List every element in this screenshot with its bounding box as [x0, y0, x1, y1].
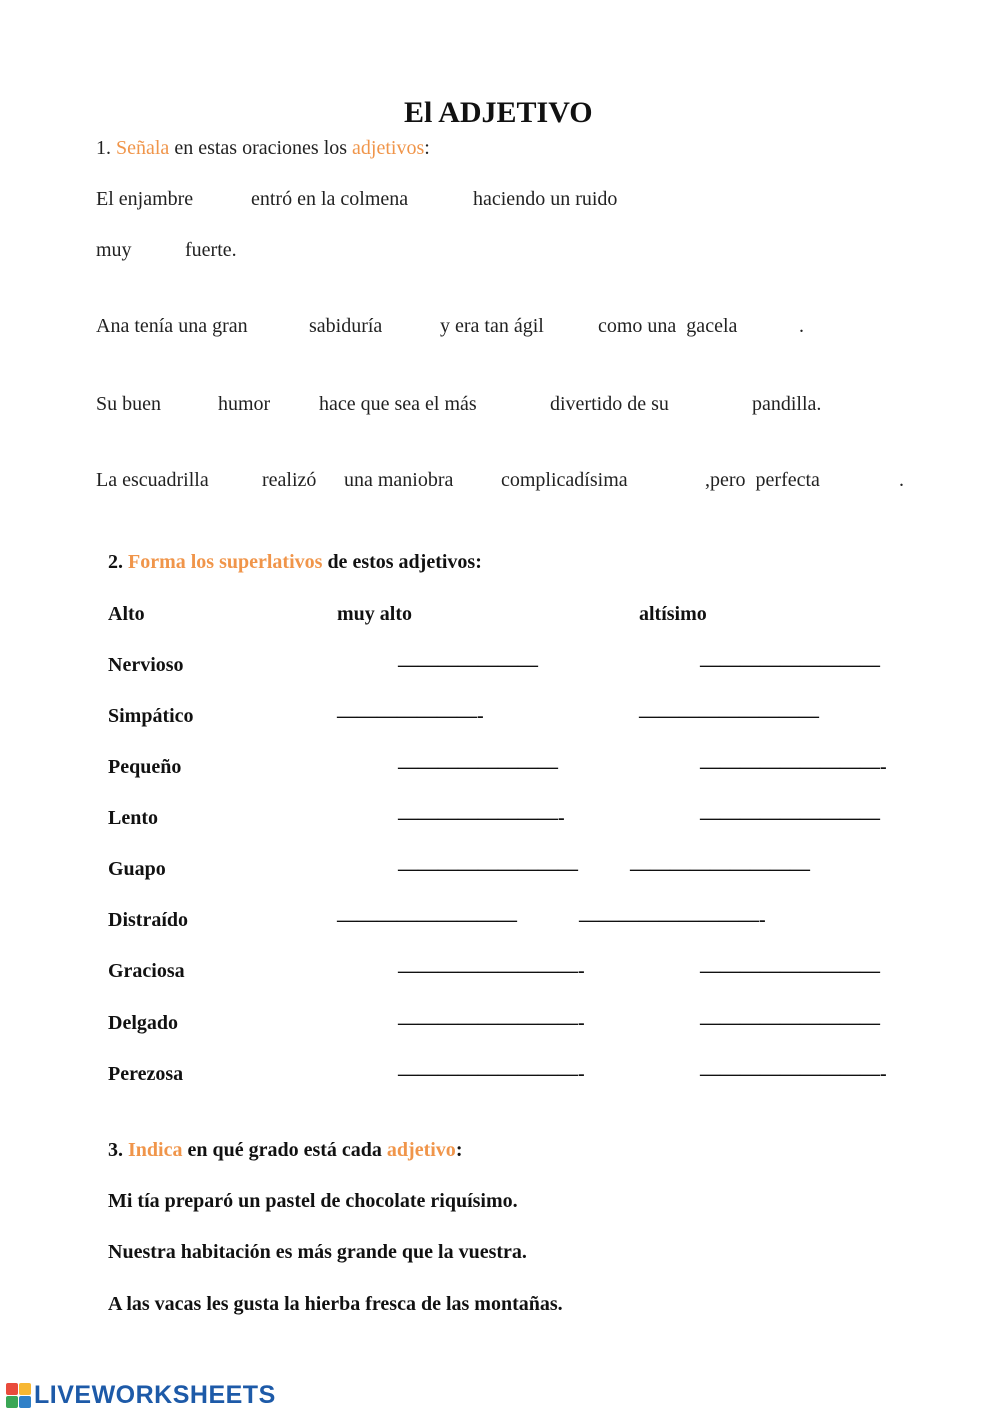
sentence-1-part-1[interactable]: El enjambre	[96, 188, 194, 210]
section-1-text: en estas oraciones los	[174, 137, 348, 159]
sentence-4-part-6[interactable]: .	[899, 469, 904, 491]
sentence-4-part-5[interactable]: ,pero perfecta	[705, 469, 820, 491]
answer-blank-1[interactable]: ———————-	[337, 705, 484, 727]
superlative-word: Lento	[108, 807, 158, 829]
section-3-text: en qué grado está cada	[187, 1139, 382, 1161]
superlative-word: Graciosa	[108, 960, 185, 982]
sentence-1-part-3[interactable]: haciendo un ruido	[473, 188, 618, 210]
section-1-number: 1.	[96, 137, 111, 159]
cube-blue	[19, 1396, 31, 1408]
liveworksheets-logo[interactable]	[6, 1381, 296, 1411]
section-2-text: de estos adjetivos:	[327, 551, 482, 573]
sentence-4-part-1[interactable]: La escuadrilla	[96, 469, 209, 491]
cube-green	[6, 1396, 18, 1408]
superlative-word: Simpático	[108, 705, 194, 727]
answer-blank-2[interactable]: —————————	[700, 960, 880, 982]
sentence-4-part-4[interactable]: complicadísima	[501, 469, 628, 491]
superlative-word: Perezosa	[108, 1063, 184, 1085]
answer-blank-1[interactable]: ———————	[398, 654, 538, 676]
sentence-4-part-3[interactable]: una maniobra	[344, 469, 454, 491]
sentence-1-part-5[interactable]: fuerte.	[185, 239, 237, 261]
answer-blank-1[interactable]: ————————-	[398, 807, 565, 829]
section-1-verb: Señala	[116, 137, 170, 159]
logo-cubes-icon	[6, 1383, 32, 1409]
section-1-heading	[96, 137, 430, 160]
section-1-colon: :	[424, 137, 430, 159]
answer-blank-2[interactable]: —————————	[700, 654, 880, 676]
grade-sentence-1[interactable]: Mi tía preparó un pastel de chocolate riquísimo.	[108, 1190, 518, 1212]
section-3-keyword: adjetivo	[386, 1139, 456, 1161]
answer-blank-2[interactable]: —————————-	[700, 1063, 887, 1085]
sentence-1-part-2[interactable]: entró en la colmena	[251, 188, 409, 210]
cube-yellow	[19, 1383, 31, 1395]
sentence-3-part-1[interactable]: Su buen	[96, 393, 161, 415]
section-2-number: 2.	[108, 551, 123, 573]
cube-red	[6, 1383, 18, 1395]
sentence-3-part-5[interactable]: pandilla.	[752, 393, 822, 415]
superlative-example-1: muy alto	[337, 603, 412, 625]
sentence-4-part-2[interactable]: realizó	[262, 469, 317, 491]
answer-blank-2[interactable]: —————————	[700, 1012, 880, 1034]
answer-blank-1[interactable]: —————————	[398, 858, 578, 880]
sentence-2-part-5[interactable]: .	[799, 315, 804, 337]
answer-blank-2[interactable]: —————————	[630, 858, 810, 880]
superlative-word: Pequeño	[108, 756, 182, 778]
grade-sentence-3[interactable]: A las vacas les gusta la hierba fresca de las montañas.	[108, 1293, 563, 1315]
answer-blank-2[interactable]: —————————	[639, 705, 819, 727]
section-2-heading	[108, 551, 482, 574]
answer-blank-2[interactable]: —————————	[700, 807, 880, 829]
sentence-2-part-2[interactable]: sabiduría	[309, 315, 383, 337]
answer-blank-1[interactable]: ————————	[398, 756, 558, 778]
section-3-colon: :	[455, 1139, 463, 1161]
page-title: El ADJETIVO	[404, 96, 593, 129]
sentence-1-part-4[interactable]: muy	[96, 239, 132, 261]
superlative-example-2: altísimo	[639, 603, 707, 625]
grade-sentence-2[interactable]: Nuestra habitación es más grande que la vuestra.	[108, 1241, 527, 1263]
sentence-2-part-1[interactable]: Ana tenía una gran	[96, 315, 248, 337]
answer-blank-1[interactable]: —————————-	[398, 960, 585, 982]
sentence-3-part-2[interactable]: humor	[218, 393, 271, 415]
answer-blank-1[interactable]: —————————	[337, 909, 517, 931]
superlative-word: Guapo	[108, 858, 166, 880]
answer-blank-1[interactable]: —————————-	[398, 1012, 585, 1034]
superlative-word: Distraído	[108, 909, 188, 931]
section-3-number: 3.	[108, 1139, 123, 1161]
superlative-word: Nervioso	[108, 654, 184, 676]
section-3-verb: Indica	[128, 1139, 183, 1161]
section-3-heading	[108, 1139, 462, 1162]
answer-blank-2[interactable]: —————————-	[700, 756, 887, 778]
section-1-keyword: adjetivos	[352, 137, 425, 159]
answer-blank-1[interactable]: —————————-	[398, 1063, 585, 1085]
sentence-3-part-4[interactable]: divertido de su	[550, 393, 669, 415]
sentence-2-part-4[interactable]: como una gacela	[598, 315, 738, 337]
sentence-2-part-3[interactable]: y era tan ágil	[440, 315, 544, 337]
superlative-word: Alto	[108, 603, 145, 625]
logo-text: LIVEWORKSHEETS	[34, 1381, 276, 1409]
section-2-keyword: Forma los superlativos	[128, 551, 323, 573]
superlative-word: Delgado	[108, 1012, 178, 1034]
answer-blank-2[interactable]: —————————-	[579, 909, 766, 931]
sentence-3-part-3[interactable]: hace que sea el más	[319, 393, 477, 415]
